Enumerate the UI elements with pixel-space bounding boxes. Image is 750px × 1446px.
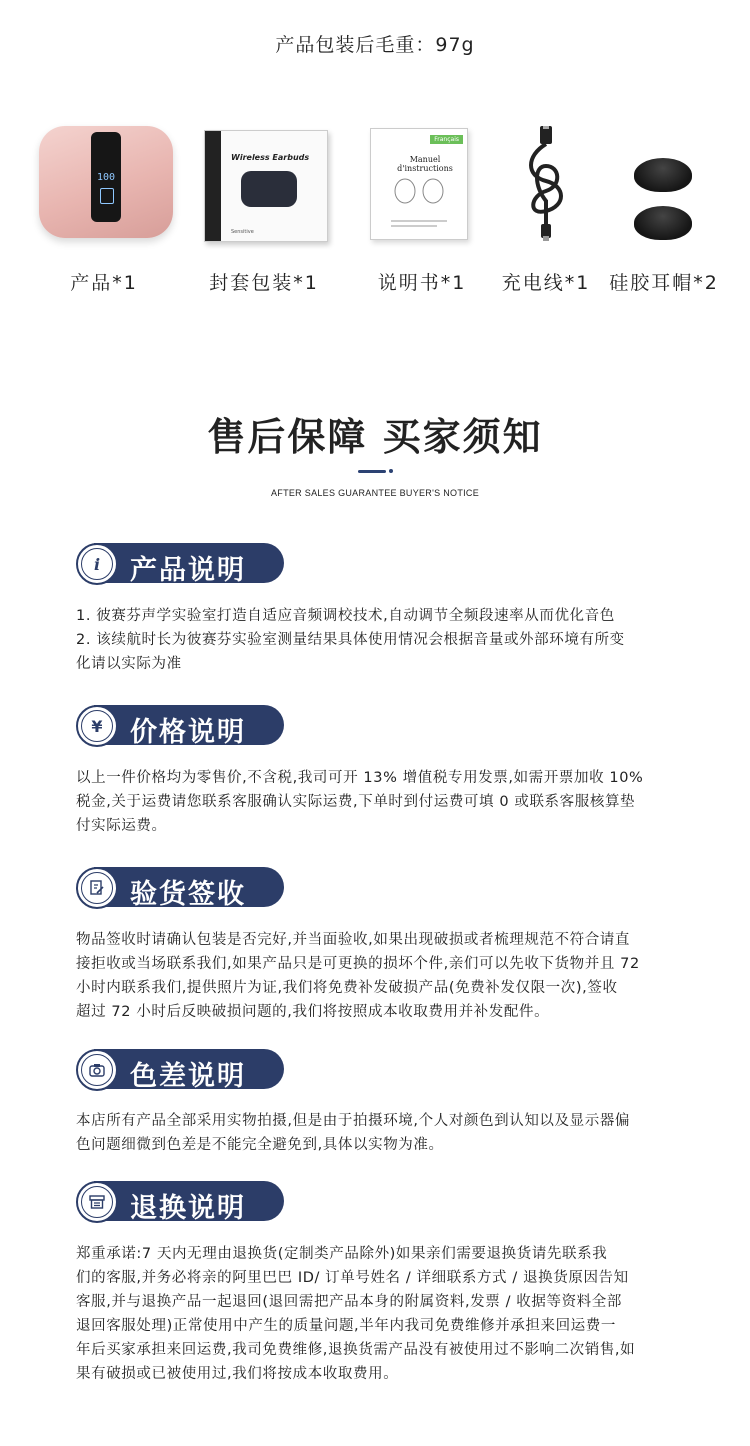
section-body-color bbox=[76, 1109, 676, 1157]
section-header-return bbox=[76, 1181, 284, 1224]
section-line: 1. 彼赛芬声学实验室打造自适应音频调校技术,自动调节全频段速率从而优化音色 bbox=[76, 608, 615, 624]
page-subtitle: AFTER SALES GUARANTEE BUYER'S NOTICE bbox=[270, 488, 480, 498]
manual-title: Manuel d'instructions bbox=[397, 155, 453, 173]
package-weight: 产品包装后毛重：97g bbox=[275, 34, 475, 56]
section-line: 退回客服处理)正常使用中产生的质量问题,半年内我司免费维修并承担来回运费一 bbox=[76, 1318, 616, 1334]
silicone-eartips-image bbox=[594, 118, 734, 248]
product-label: 产品*1 bbox=[70, 272, 138, 294]
product-item-box bbox=[194, 118, 334, 294]
section-line: 2. 该续航时长为彼赛芬实验室测量结果具体使用情况会根据音量或外部环境有所变 bbox=[76, 632, 625, 648]
product-label: 说明书*1 bbox=[377, 272, 467, 294]
product-label: 充电线*1 bbox=[501, 272, 591, 294]
title-divider bbox=[358, 470, 386, 473]
title-divider-dot bbox=[389, 469, 393, 473]
section-line: 以上一件价格均为零售价,不含税,我司可开 13% 增值税专用发票,如需开票加收 10% bbox=[76, 770, 644, 786]
manual-image bbox=[352, 118, 492, 248]
section-line: 小时内联系我们,提供照片为证,我们将免费补发破损产品(免费补发仅限一次),签收 bbox=[76, 980, 618, 996]
section-line: 付实际运费。 bbox=[76, 818, 167, 834]
case-display: 100 bbox=[96, 172, 116, 183]
product-label: 硅胶耳帽*2 bbox=[609, 272, 719, 294]
section-header-product bbox=[76, 543, 284, 586]
section-title: 色差说明 bbox=[130, 1061, 246, 1092]
section-body-price bbox=[76, 766, 676, 838]
product-item-eartips bbox=[594, 118, 734, 294]
product-item-case bbox=[34, 118, 174, 294]
section-body-inspection bbox=[76, 928, 676, 1024]
product-item-manual bbox=[352, 118, 492, 294]
section-title: 退换说明 bbox=[130, 1193, 246, 1224]
section-line: 果有破损或已被使用过,我们将按成本收取费用。 bbox=[76, 1366, 399, 1382]
section-header-price bbox=[76, 705, 284, 748]
section-header-color bbox=[76, 1049, 284, 1092]
section-body-product bbox=[76, 604, 676, 676]
package-box-image bbox=[194, 118, 334, 248]
section-line: 客服,并与退换产品一起退回(退回需把产品本身的附属资料,发票 / 收据等资料全部 bbox=[76, 1294, 622, 1310]
section-title: 产品说明 bbox=[130, 555, 246, 586]
section-line: 们的客服,并务必将亲的阿里巴巴 ID/ 订单号姓名 / 详细联系方式 / 退换货原因告知 bbox=[76, 1270, 629, 1286]
manual-language-tag: Français bbox=[430, 135, 463, 144]
section-line: 年后买家承担来回运费,我司免费维修,退换货需产品没有被使用过不影响二次销售,如 bbox=[76, 1342, 636, 1358]
section-line: 税金,关于运费请您联系客服确认实际运费,下单时到付运费可填 0 或联系客服核算垫 bbox=[76, 794, 636, 810]
box-title: Wireless Earbuds bbox=[231, 153, 310, 162]
return-box-icon bbox=[81, 1186, 113, 1218]
page-title: 售后保障 买家须知 bbox=[207, 415, 543, 459]
section-title: 价格说明 bbox=[130, 717, 246, 748]
section-header-inspection bbox=[76, 867, 284, 910]
sign-document-icon bbox=[81, 872, 113, 904]
info-icon: i bbox=[81, 548, 113, 580]
box-brand: Sensitive bbox=[231, 229, 254, 235]
package-contents bbox=[0, 118, 750, 298]
section-line: 本店所有产品全部采用实物拍摄,但是由于拍摄环境,个人对颜色到认知以及显示器偏 bbox=[76, 1113, 631, 1129]
section-line: 物品签收时请确认包装是否完好,并当面验收,如果出现破损或者梳理规范不符合请直 bbox=[76, 932, 631, 948]
section-line: 郑重承诺:7 天内无理由退换货(定制类产品除外)如果亲们需要退换货请先联系我 bbox=[76, 1246, 608, 1262]
yen-icon: ¥ bbox=[81, 710, 113, 742]
section-line: 色问题细微到色差是不能完全避免到,具体以实物为准。 bbox=[76, 1137, 444, 1153]
section-line: 化请以实际为准 bbox=[76, 656, 182, 672]
earbuds-case-image bbox=[34, 118, 174, 248]
product-label: 封套包装*1 bbox=[209, 272, 319, 294]
section-line: 接拒收或当场联系我们,如果产品只是可更换的损坏个件,亲们可以先收下货物并且 72 bbox=[76, 956, 640, 972]
section-title: 验货签收 bbox=[130, 879, 246, 910]
section-line: 超过 72 小时后反映破损问题的,我们将按照成本收取费用并补发配件。 bbox=[76, 1004, 550, 1020]
section-body-return bbox=[76, 1242, 676, 1386]
camera-icon bbox=[81, 1054, 113, 1086]
